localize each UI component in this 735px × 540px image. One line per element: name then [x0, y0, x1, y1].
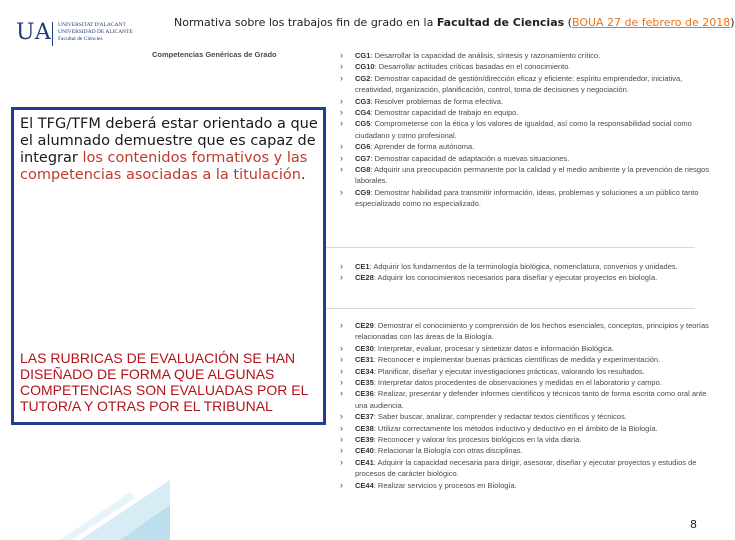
logo-mark: UA: [16, 20, 52, 45]
competency-code: CE30: [355, 343, 374, 353]
overlay-main-highlight: los contenidos formativos y las competencias asociadas a la titulación: [20, 150, 308, 183]
competency-item: [340, 61, 710, 72]
competency-item: [340, 343, 710, 354]
competency-item: [340, 73, 710, 96]
competency-item: [340, 153, 710, 164]
competency-description: : Resolver problemas de forma efectiva.: [370, 96, 503, 106]
competency-description: : Realizar, presentar y defender informes científicos y técnicos tanto de forma escrita como oral ante una audiencia.: [355, 389, 707, 410]
competency-description: : Desarrollar actitudes críticas basadas en el conocimiento.: [374, 62, 571, 72]
competency-code: CE28: [355, 273, 374, 283]
competency-description: : Demostrar habilidad para transmitir información, ideas, problemas y soluciones a un público tanto especializado como no especializado.: [355, 187, 699, 209]
chevron-right-icon: ›: [340, 272, 343, 283]
competency-item: [340, 141, 710, 152]
competency-code: CE39: [355, 435, 374, 445]
logo-line-3: Facultat de Ciències: [58, 36, 103, 42]
competency-description: : Planificar, diseñar y ejecutar investigaciones prácticas, valorando los resultados.: [373, 366, 645, 376]
title-prefix: Normativa sobre los trabajos fin de grado en la: [174, 16, 437, 29]
competency-code: CG9: [355, 187, 371, 197]
competency-code: CE34: [355, 366, 374, 376]
overlay-text-box: [11, 107, 326, 425]
competency-item: [340, 354, 710, 365]
boua-link[interactable]: BOUA 27 de febrero de 2018: [571, 16, 731, 29]
logo-line-2: UNIVERSIDAD DE ALICANTE: [58, 29, 133, 35]
chevron-right-icon: ›: [340, 72, 343, 83]
competency-item: [340, 377, 710, 388]
chevron-right-icon: ›: [340, 342, 343, 353]
chevron-right-icon: ›: [340, 141, 343, 152]
competency-code: CG2: [355, 73, 371, 83]
competency-item: [340, 388, 710, 411]
chevron-right-icon: ›: [340, 388, 343, 399]
competency-description: : Demostrar capacidad de gestión/dirección eficaz y eficiente: espíritu emprendedor, iniciativa, creatividad, organización, planificación, control, toma de decisiones y negociación.: [355, 73, 683, 95]
competency-description: : Desarrollar la capacidad de análisis, síntesis y razonamiento crítico.: [370, 51, 601, 60]
competency-code: CE40: [355, 446, 374, 456]
competency-code: CG3: [355, 96, 371, 106]
chevron-right-icon: ›: [340, 365, 343, 376]
competency-item: [340, 434, 710, 445]
competency-item: [340, 118, 710, 141]
competency-item: [340, 320, 710, 343]
chevron-right-icon: ›: [340, 261, 343, 271]
competency-code: CE36: [355, 389, 374, 399]
competency-item: [340, 411, 710, 422]
competency-item: [340, 366, 710, 377]
overlay-rubricas-text: LAS RUBRICAS DE EVALUACIÓN SE HAN DISEÑADO DE FORMA QUE ALGUNAS COMPETENCIAS SON EVALUADAS POR EL TUTOR/A Y OTRAS POR EL TRIBUNAL: [20, 350, 308, 414]
competency-code: CG5: [355, 119, 371, 129]
competency-code: CG6: [355, 142, 371, 152]
competency-item: [340, 107, 710, 118]
chevron-right-icon: ›: [340, 186, 343, 197]
page-title: [174, 16, 735, 29]
competency-code: CE35: [355, 378, 374, 388]
chevron-right-icon: ›: [340, 118, 343, 129]
chevron-right-icon: ›: [340, 95, 343, 106]
competency-description: : Demostrar el conocimiento y comprensión de los hechos esenciales, conceptos, principios y teorías relacionadas con las áreas de la Biología.: [355, 321, 709, 342]
skill-competencies-list: [340, 320, 710, 491]
chevron-right-icon: ›: [340, 434, 343, 445]
chevron-right-icon: ›: [340, 354, 343, 365]
university-logo: [16, 20, 146, 50]
chevron-right-icon: ›: [340, 50, 343, 60]
section-label-genericas: Competencias Genéricas de Grado: [152, 50, 277, 59]
competency-description: : Adquirir una preocupación permanente por la calidad y el medio ambiente y la prevención de riesgos laborales.: [355, 165, 709, 186]
competency-item: [340, 164, 710, 187]
competency-item: [340, 480, 710, 491]
generic-competencies-list: [340, 50, 710, 210]
logo-line-1: UNIVERSITAT D'ALACANT: [58, 22, 126, 28]
chevron-right-icon: ›: [340, 164, 343, 175]
chevron-right-icon: ›: [340, 479, 343, 490]
chevron-right-icon: ›: [340, 422, 343, 433]
page-number: 8: [690, 518, 697, 531]
competency-description: : Saber buscar, analizar, comprender y redactar textos científicos y técnicos.: [373, 412, 627, 422]
overlay-main-suffix: .: [300, 167, 306, 183]
competency-description: : Aprender de forma autónoma.: [370, 142, 475, 152]
competency-description: : Adquirir la capacidad necesaria para dirigir, asesorar, diseñar y ejecutar proyectos y estudios de procesos de carácter biológico.: [355, 457, 697, 479]
competency-code: CG4: [355, 108, 371, 118]
competency-code: CE38: [355, 423, 374, 433]
competency-description: : Demostrar capacidad de adaptación a nuevas situaciones.: [370, 153, 570, 163]
competency-description: : Interpretar, evaluar, procesar y sintetizar datos e información Biológica.: [373, 343, 614, 353]
chevron-right-icon: ›: [340, 456, 343, 467]
competency-code: CE1: [355, 262, 370, 271]
competency-code: CG1: [355, 51, 371, 60]
chevron-right-icon: ›: [340, 445, 343, 456]
competency-description: : Interpretar datos procedentes de observaciones y medidas en el laboratorio y campo.: [373, 378, 662, 388]
competency-description: : Adquirir los conocimientos necesarios para diseñar y ejecutar proyectos en biología.: [373, 273, 658, 283]
chevron-right-icon: ›: [340, 320, 343, 330]
competency-code: CE31: [355, 355, 374, 365]
chevron-right-icon: ›: [340, 107, 343, 118]
title-open: (: [564, 16, 572, 29]
competency-code: CE41: [355, 457, 374, 467]
overlay-main-text: [20, 116, 320, 184]
competency-description: : Realizar servicios y procesos en Biología.: [373, 480, 517, 490]
competency-item: [340, 187, 710, 210]
title-close: ): [730, 16, 735, 29]
competency-item: [340, 445, 710, 456]
competency-code: CG8: [355, 165, 371, 175]
competency-description: : Reconocer y valorar los procesos biológicos en la vida diaria.: [373, 435, 582, 445]
competency-item: [340, 272, 710, 283]
competency-description: : Adquirir los fundamentos de la terminología biológica, nomenclatura, convenios y unidades.: [369, 262, 678, 271]
chevron-right-icon: ›: [340, 411, 343, 422]
competency-item: [340, 50, 710, 61]
chevron-right-icon: ›: [340, 377, 343, 388]
decorative-shape: [60, 470, 170, 540]
competency-code: CE37: [355, 412, 374, 422]
competency-description: : Demostrar capacidad de trabajo en equipo.: [370, 108, 519, 118]
competency-description: : Utilizar correctamente los métodos inductivo y deductivo en el ámbito de la Biología.: [373, 423, 658, 433]
competency-code: CE44: [355, 480, 374, 490]
competency-code: CG10: [355, 62, 375, 72]
chevron-right-icon: ›: [340, 152, 343, 163]
logo-divider: [52, 22, 53, 46]
competency-description: : Relacionar la Biología con otras disciplinas.: [373, 446, 523, 456]
competency-description: : Reconocer e implementar buenas prácticas científicas de medida y experimentación.: [373, 355, 661, 365]
competency-item: [340, 423, 710, 434]
competency-description: : Comprometerse con la ética y los valores de igualdad, así como la responsabilidad social como ciudadano y como profesional.: [355, 119, 692, 140]
title-faculty: Facultad de Ciencias: [436, 16, 565, 29]
competency-item: [340, 96, 710, 107]
knowledge-competencies-list: [340, 261, 710, 284]
logo-text: [58, 22, 133, 43]
competency-item: [340, 457, 710, 480]
chevron-right-icon: ›: [340, 61, 343, 72]
competency-code: CG7: [355, 153, 371, 163]
competency-code: CE29: [355, 321, 374, 330]
overlay-main-prefix: El TFG/TFM deberá estar orientado a que el alumnado demuestre que es capaz de integrar: [20, 116, 318, 166]
competency-item: [340, 261, 710, 272]
